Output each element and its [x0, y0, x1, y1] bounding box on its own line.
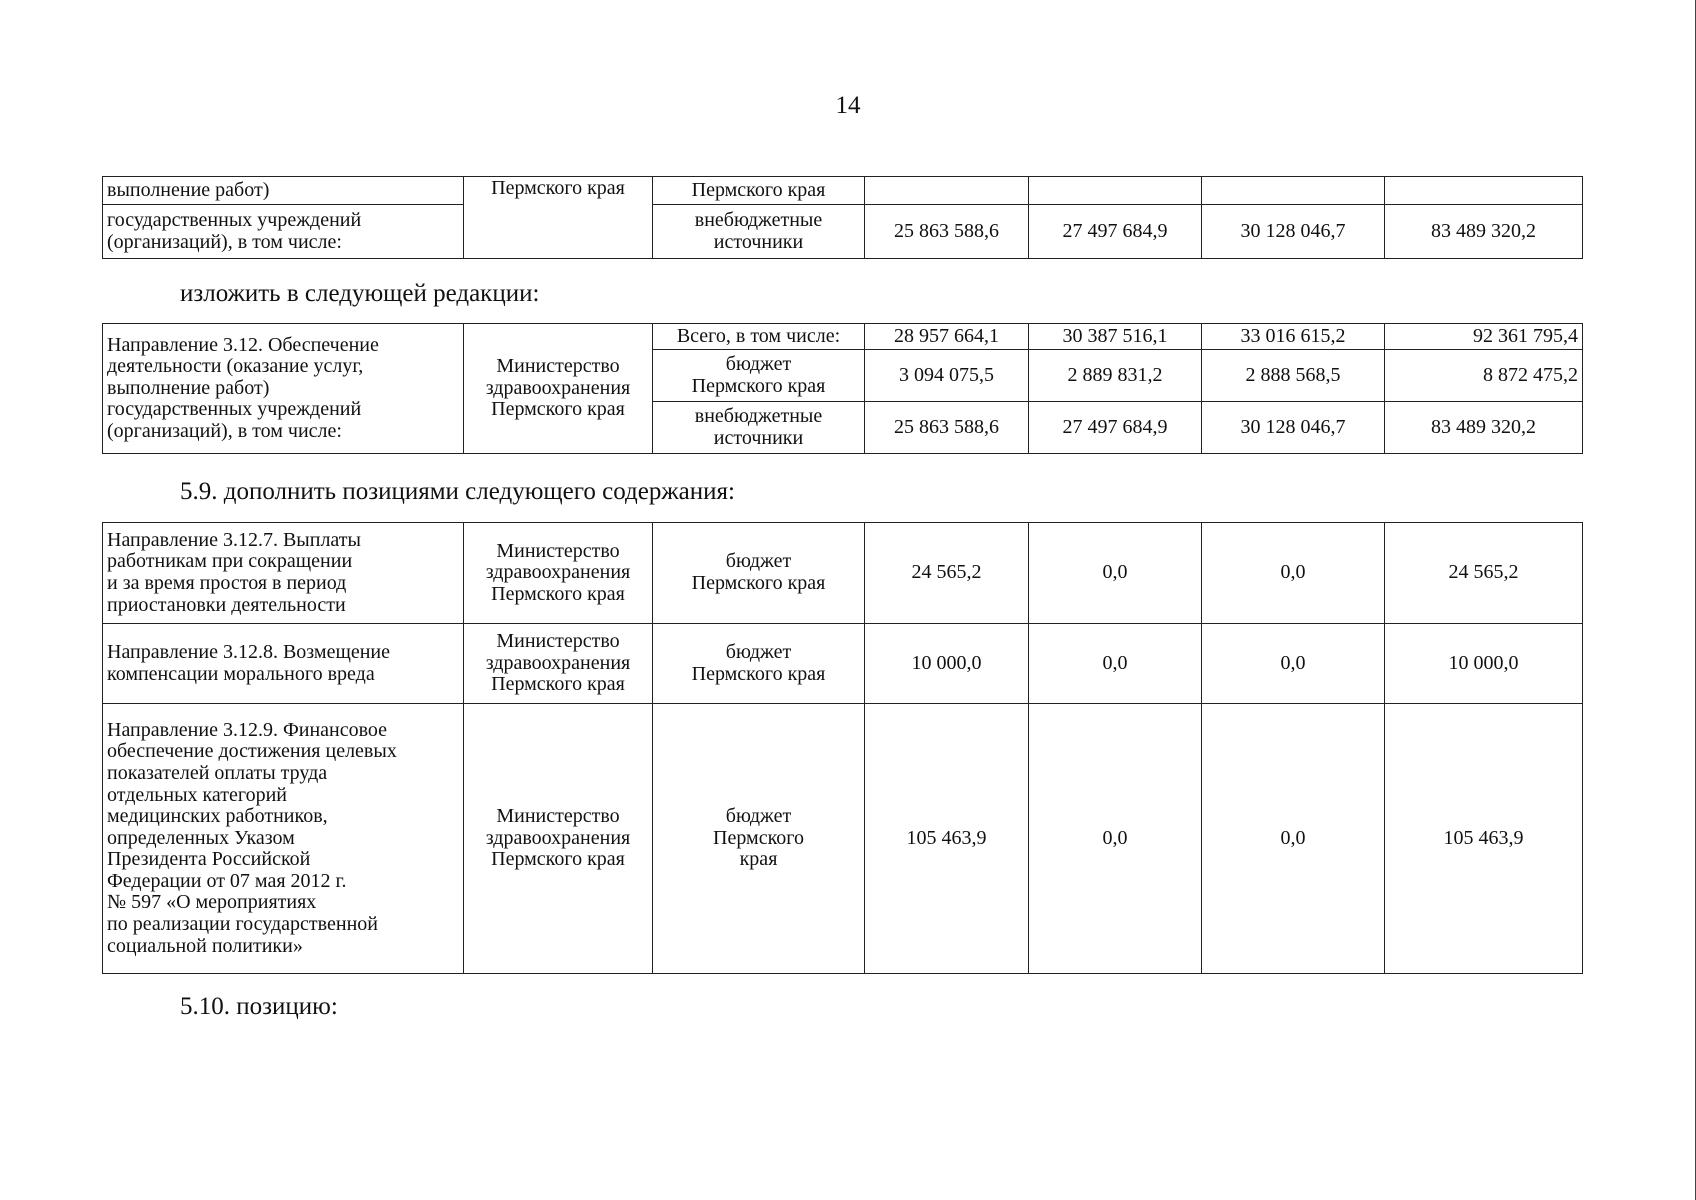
value-cell: 28 957 664,1	[865, 324, 1029, 350]
value-cell: 30 128 046,7	[1202, 402, 1385, 454]
value-cell: 92 361 795,4	[1385, 324, 1583, 350]
value-cell	[1202, 177, 1385, 205]
table-row	[103, 523, 1583, 624]
value-cell: 83 489 320,2	[1385, 402, 1583, 454]
table-row	[103, 177, 1583, 205]
value-cell: 83 489 320,2	[1385, 205, 1583, 259]
value-cell: 10 000,0	[865, 624, 1029, 704]
value-cell: 0,0	[1202, 704, 1385, 974]
value-cell: 30 387 516,1	[1029, 324, 1202, 350]
value-cell: 30 128 046,7	[1202, 205, 1385, 259]
table-new-edition	[102, 323, 1583, 454]
source-cell: бюджет Пермского края	[653, 523, 865, 624]
value-cell: 24 565,2	[865, 523, 1029, 624]
source-cell: бюджет Пермского края	[653, 624, 865, 704]
table-row	[103, 624, 1583, 704]
source-cell: внебюджетные источники	[653, 205, 865, 259]
paragraph-position: 5.10. позицию:	[180, 993, 338, 1020]
value-cell: 33 016 615,2	[1202, 324, 1385, 350]
paragraph-edit-instruction: изложить в следующей редакции:	[180, 280, 540, 307]
value-cell: 27 497 684,9	[1029, 402, 1202, 454]
value-cell: 24 565,2	[1385, 523, 1583, 624]
value-cell	[865, 177, 1029, 205]
value-cell: 105 463,9	[865, 704, 1029, 974]
source-cell: Всего, в том числе:	[653, 324, 865, 350]
source-cell: бюджет Пермского края	[653, 704, 865, 974]
paragraph-add-positions: 5.9. дополнить позициями следующего содержания:	[180, 478, 735, 505]
value-cell: 25 863 588,6	[865, 205, 1029, 259]
value-cell: 25 863 588,6	[865, 402, 1029, 454]
direction-cell: государственных учреждений (организаций), в том числе:	[103, 205, 464, 259]
page-number: 14	[835, 92, 861, 119]
table-continuation	[102, 176, 1583, 259]
value-cell	[1385, 177, 1583, 205]
value-cell: 0,0	[1029, 523, 1202, 624]
value-cell: 10 000,0	[1385, 624, 1583, 704]
organization-cell: Пермского края	[464, 177, 653, 259]
value-cell: 0,0	[1029, 624, 1202, 704]
value-cell: 2 888 568,5	[1202, 350, 1385, 402]
table-added-positions	[102, 522, 1583, 974]
organization-cell: Министерство здравоохранения Пермского края	[464, 324, 653, 454]
source-cell: бюджет Пермского края	[653, 350, 865, 402]
value-cell: 2 889 831,2	[1029, 350, 1202, 402]
direction-cell: Направление 3.12. Обеспечение деятельности (оказание услуг, выполнение работ) государственных учреждений (организаций), в том числе:	[103, 324, 464, 454]
value-cell: 0,0	[1029, 704, 1202, 974]
table-row	[103, 324, 1583, 350]
value-cell: 3 094 075,5	[865, 350, 1029, 402]
value-cell: 0,0	[1202, 523, 1385, 624]
organization-cell: Министерство здравоохранения Пермского края	[464, 523, 653, 624]
direction-cell: Направление 3.12.9. Финансовое обеспечение достижения целевых показателей оплаты труда отдельных категорий медицинских работников, определенных Указом Президента Российской Федерации от 07 мая 2012 г. № 597 «О мероприятиях по реализации государственной социальной политики»	[103, 704, 464, 974]
value-cell	[1029, 177, 1202, 205]
value-cell: 105 463,9	[1385, 704, 1583, 974]
table-row	[103, 704, 1583, 974]
source-cell: Пермского края	[653, 177, 865, 205]
direction-cell: Направление 3.12.8. Возмещение компенсации морального вреда	[103, 624, 464, 704]
organization-cell: Министерство здравоохранения Пермского края	[464, 704, 653, 974]
value-cell: 8 872 475,2	[1385, 350, 1583, 402]
value-cell: 27 497 684,9	[1029, 205, 1202, 259]
source-cell: внебюджетные источники	[653, 402, 865, 454]
direction-cell: выполнение работ)	[103, 177, 464, 205]
table-row	[103, 205, 1583, 259]
value-cell: 0,0	[1202, 624, 1385, 704]
direction-cell: Направление 3.12.7. Выплаты работникам при сокращении и за время простоя в период приостановки деятельности	[103, 523, 464, 624]
organization-cell: Министерство здравоохранения Пермского края	[464, 624, 653, 704]
